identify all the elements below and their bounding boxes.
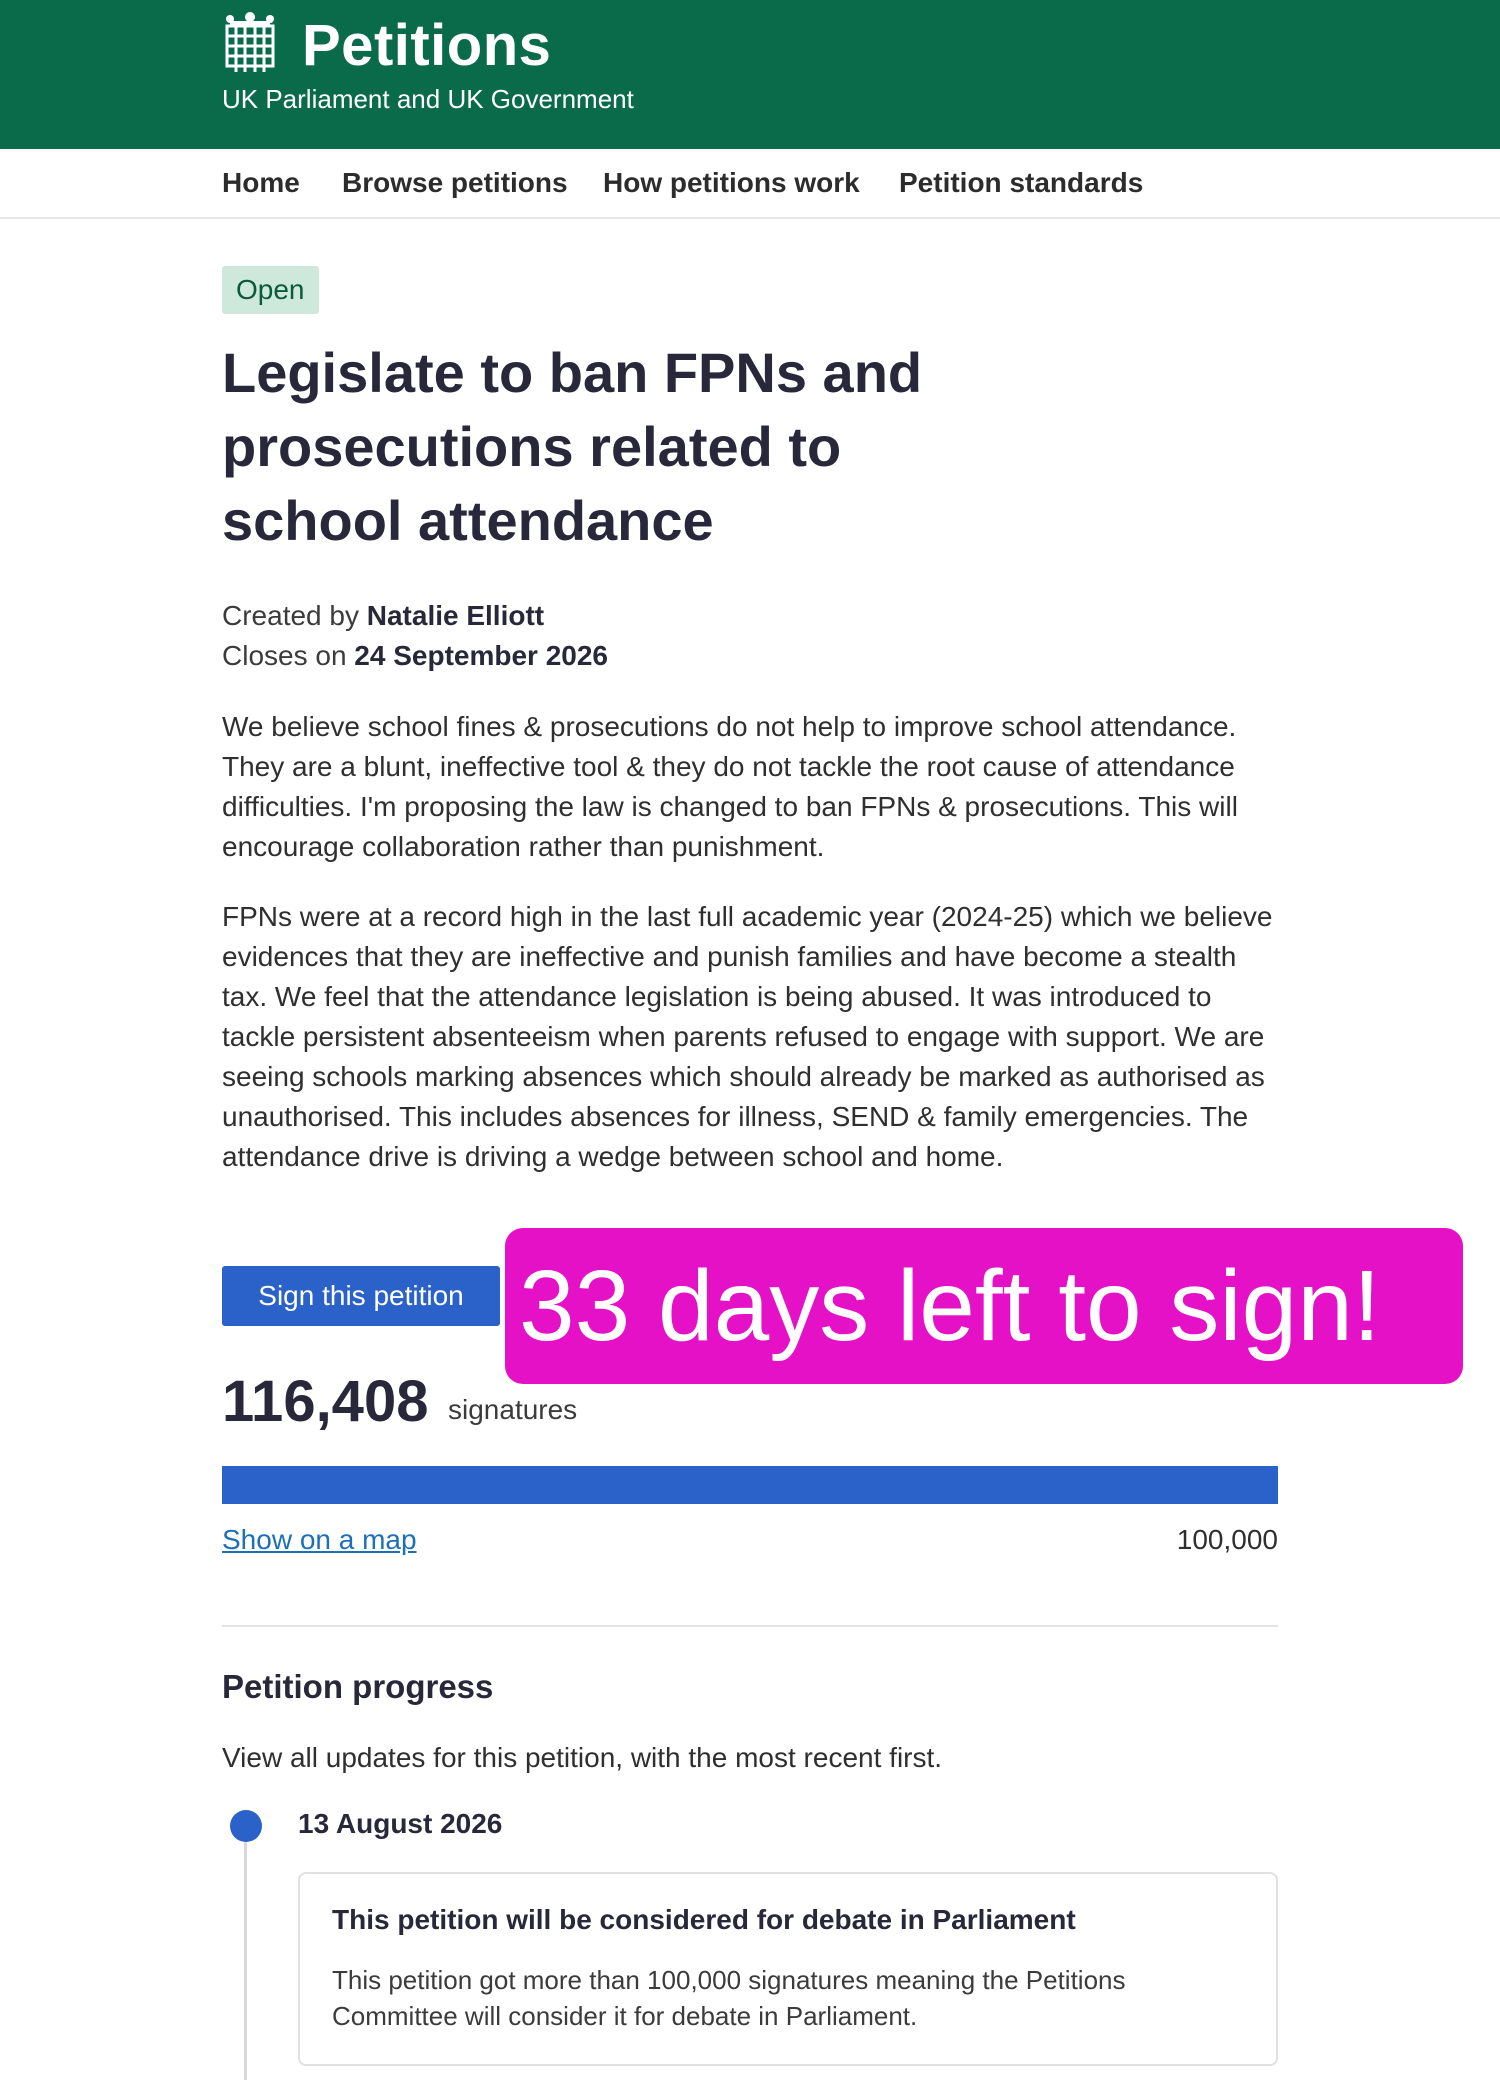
signature-progress-fill — [222, 1466, 1278, 1504]
timeline-line — [244, 1842, 247, 2080]
update-title: This petition will be considered for debate in Parliament — [332, 1904, 1076, 1935]
closing-date: 24 September 2026 — [354, 640, 609, 671]
page-title: Legislate to ban FPNs and prosecutions related to school attendance — [222, 341, 923, 552]
sign-petition-button[interactable]: Sign this petition — [222, 1266, 500, 1326]
signature-goal: 100,000 — [1176, 1524, 1278, 1555]
signature-label: signatures — [448, 1394, 578, 1425]
nav-item-browse-petitions[interactable]: Browse petitions — [342, 167, 568, 198]
update-body: This petition got more than 100,000 signatures meaning the Petitions Committee will consider it for debate in Parliament. — [332, 1965, 1126, 2031]
creator-name: Natalie Elliott — [366, 600, 545, 631]
petition-details: FPNs were at a record high in the last full academic year (2024-25) which we believe evidences that they are ineffective and punish families and have become a stealth tax. We feel that the attendance legislation is being abused. It was introduced to tackle persistent absenteeism when parents refused to engage with support. We are seeing schools marking absences which should already be marked as authorised as unauthorised. This includes absences for illness, SEND & family emergencies. The attendance drive is driving a wedge between school and home. — [222, 901, 1273, 1172]
closes-on-line — [222, 640, 608, 672]
days-left-overlay: 33 days left to sign! — [505, 1228, 1463, 1384]
portcullis-icon[interactable] — [222, 12, 278, 76]
created-by-line — [222, 600, 544, 632]
site-header — [0, 0, 1500, 149]
signature-progress-bar — [222, 1466, 1278, 1504]
timeline-dot-icon — [230, 1810, 262, 1842]
nav-item-how-petitions-work[interactable]: How petitions work — [603, 167, 860, 198]
signature-count: 116,408 — [222, 1369, 429, 1434]
section-divider — [222, 1625, 1278, 1627]
main-nav — [0, 149, 1500, 219]
progress-section-subtitle: View all updates for this petition, with the most recent first. — [222, 1742, 943, 1773]
nav-item-petition-standards[interactable]: Petition standards — [899, 167, 1144, 198]
progress-section-title: Petition progress — [222, 1668, 494, 1705]
nav-item-home[interactable]: Home — [222, 167, 300, 198]
status-badge: Open — [222, 266, 319, 314]
update-date: 13 August 2026 — [298, 1808, 503, 1839]
site-subtitle: UK Parliament and UK Government — [222, 84, 634, 114]
show-on-map-link[interactable]: Show on a map — [222, 1524, 417, 1555]
site-title[interactable]: Petitions — [302, 13, 552, 78]
created-by-label: Created by — [222, 600, 359, 631]
update-card — [298, 1872, 1278, 2066]
petition-summary: We believe school fines & prosecutions do not help to improve school attendance. They are a blunt, ineffective tool & they do not tackle the root cause of attendance difficulties. I'm proposing the law is changed to ban FPNs & prosecutions. This will encourage collaboration rather than punishment. — [222, 711, 1238, 862]
closes-on-label: Closes on — [222, 640, 347, 671]
